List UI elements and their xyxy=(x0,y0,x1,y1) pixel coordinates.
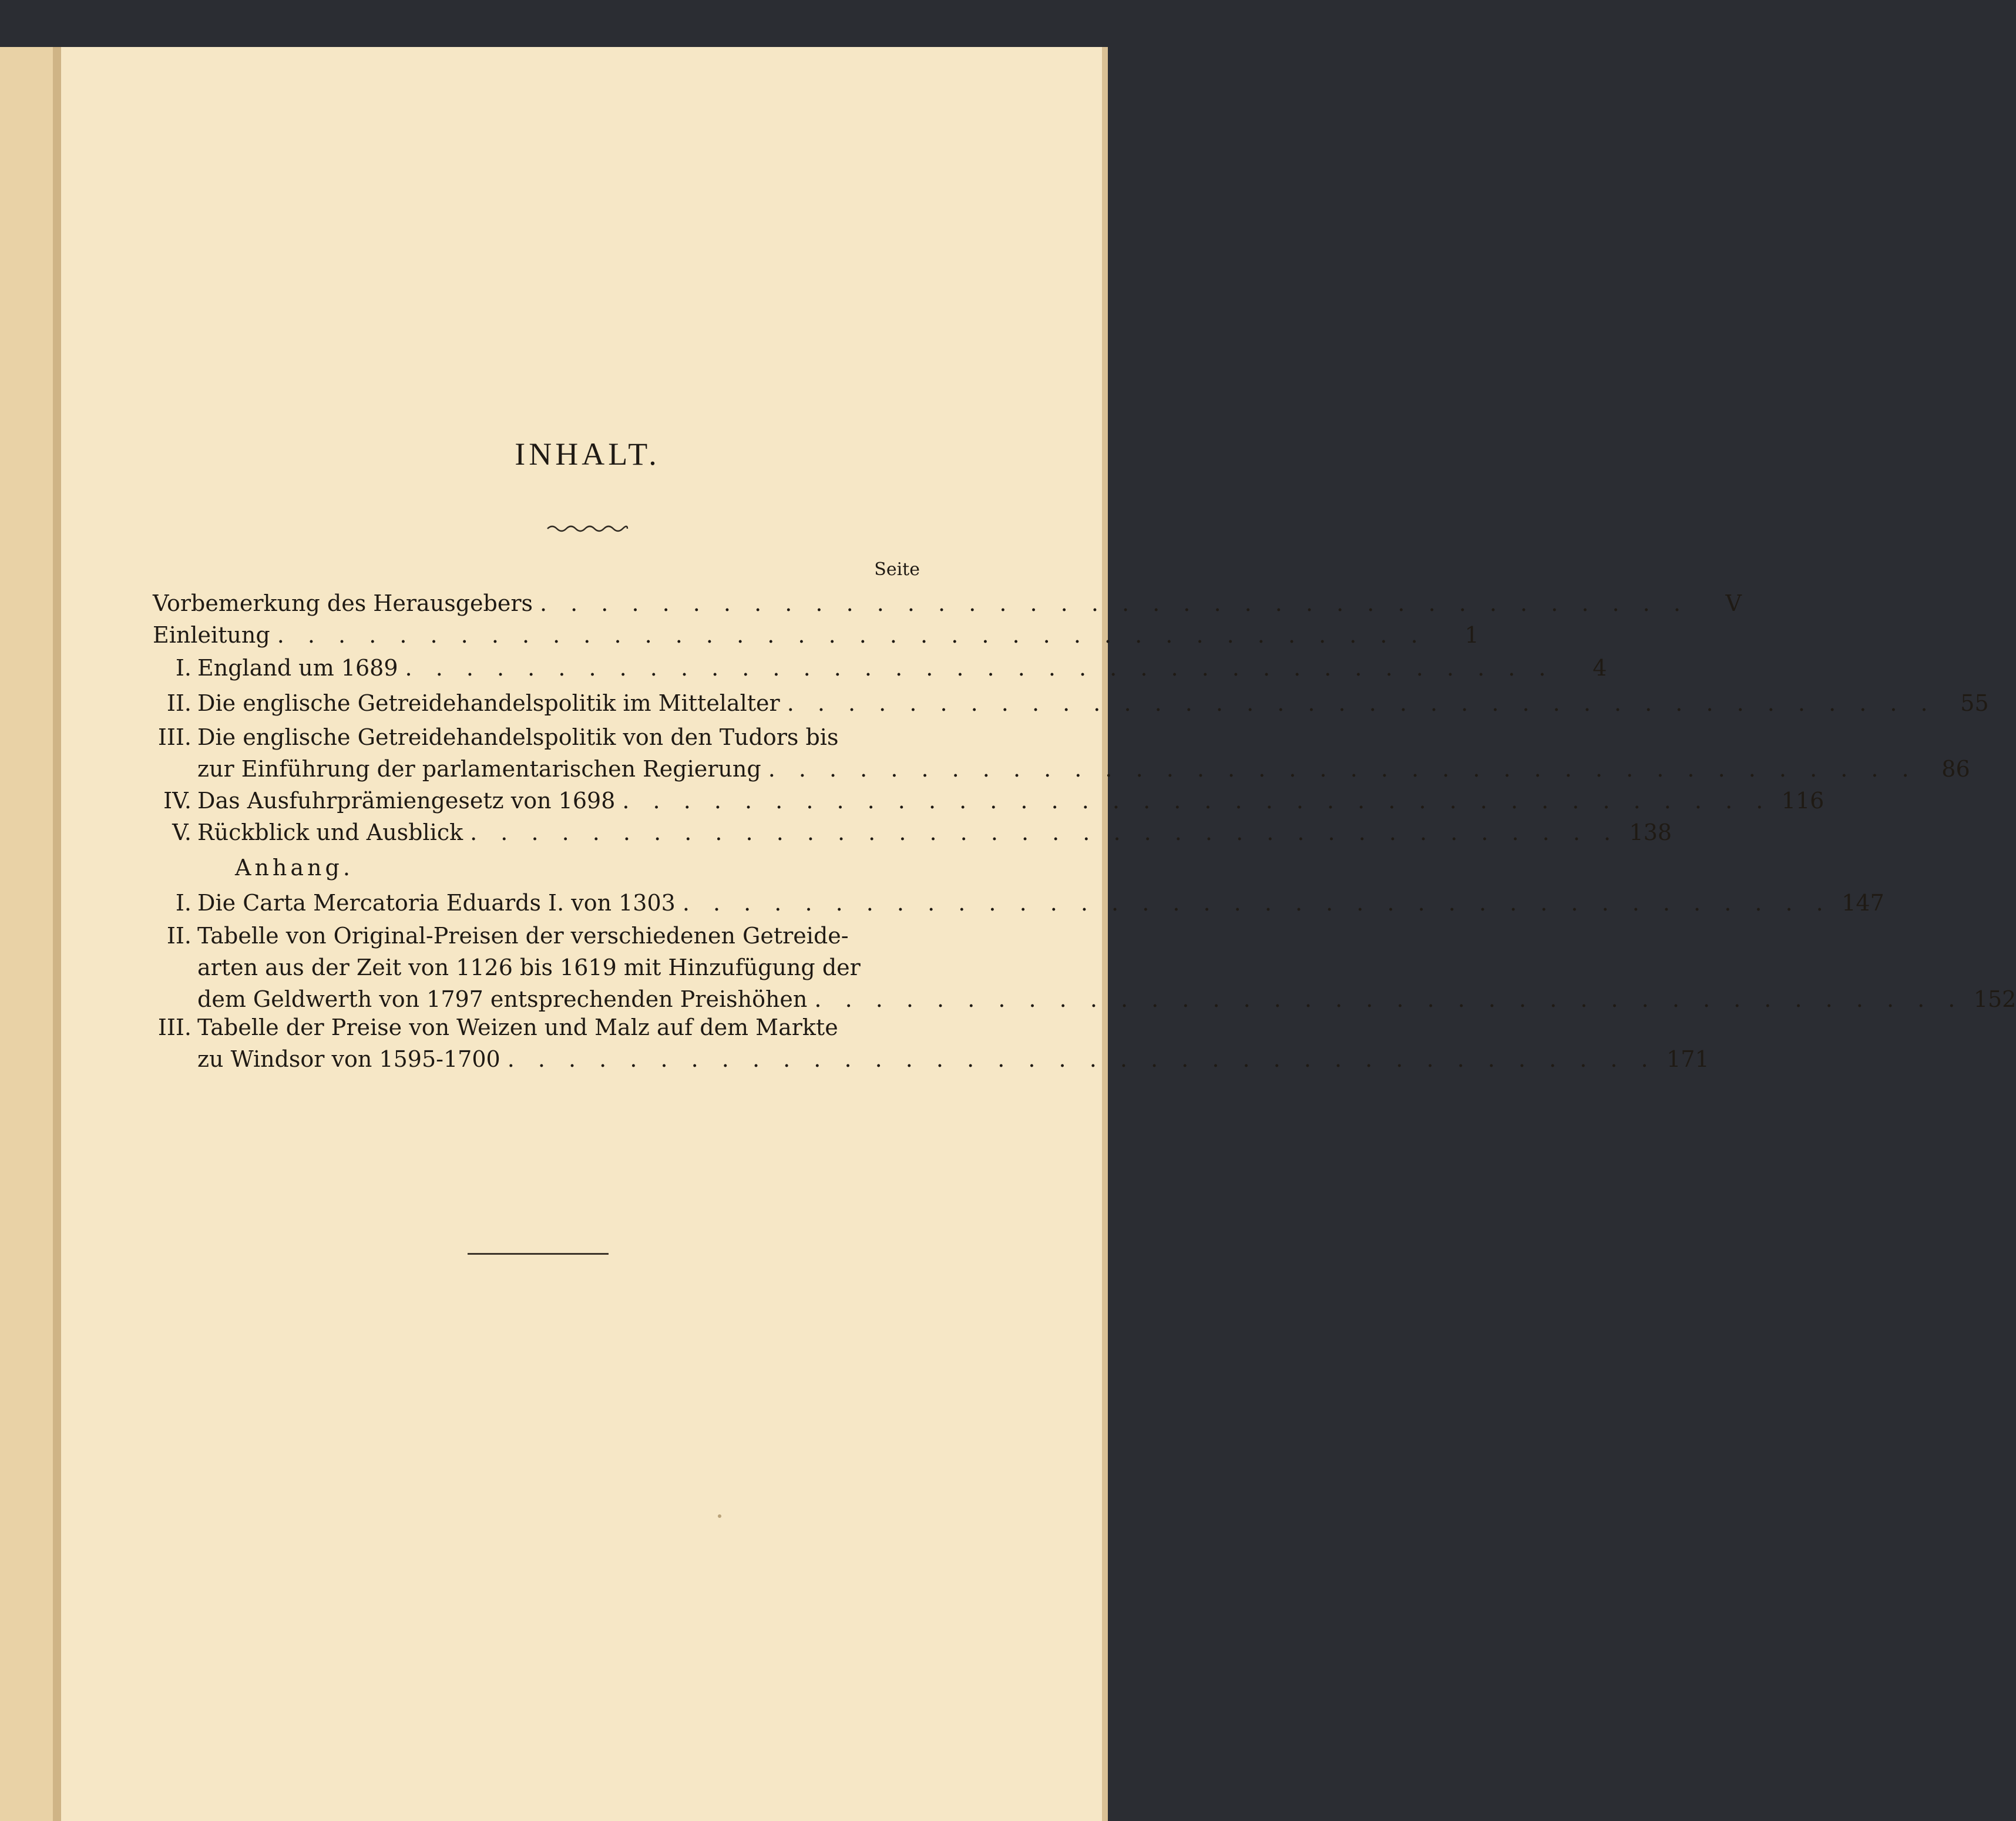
toc-entry-title-line: zur Einführung der parlamentarischen Regierung xyxy=(197,756,761,782)
toc-entry-page: 86 xyxy=(1941,756,1970,782)
left-page-edge xyxy=(0,47,59,1821)
toc-entry-title-line: arten aus der Zeit von 1126 bis 1619 mit Hinzufügung der xyxy=(197,955,861,980)
leader-dots: . . . . . . . . . . . . . . . . . . . . . . . . . . . . . . . . . . . . . . xyxy=(507,1046,1657,1072)
wave-ornament-icon xyxy=(546,522,629,535)
leader-dots: . . . . . . . . . . . . . . . . . . . . . . . . . . . . . . . . . . . . . . xyxy=(277,622,1426,648)
toc-entry-page: V xyxy=(1725,590,1742,616)
toc-entry-title: Vorbemerkung des Herausgebers xyxy=(153,590,533,616)
toc-entry-page: 55 xyxy=(1960,690,1989,716)
toc-entry-title-line: zu Windsor von 1595-1700 xyxy=(197,1046,500,1072)
toc-entry-number: II. xyxy=(166,923,191,949)
toc-entry-number: II. xyxy=(166,690,191,716)
toc-entry-number: IV. xyxy=(163,788,191,814)
appendix-entry[interactable] xyxy=(153,1012,1709,1075)
toc-entry-page: 4 xyxy=(1592,655,1607,681)
toc-entry-number: III. xyxy=(157,1014,191,1040)
toc-entry-title: Rückblick und Ausblick xyxy=(197,819,463,845)
leader-dots: . . . . . . . . . . . . . . . . . . . . . . . . . . . . . . . . . . . . . . xyxy=(682,890,1832,916)
spine-shadow xyxy=(53,47,61,1821)
toc-entry[interactable] xyxy=(153,652,1607,684)
toc-entry-title-line: dem Geldwerth von 1797 entsprechenden Preishöhen xyxy=(197,986,808,1012)
appendix-heading: Anhang. xyxy=(235,855,354,881)
appendix-entry[interactable] xyxy=(153,920,2016,1015)
toc-entry-title: Die englische Getreidehandelspolitik im Mittelalter xyxy=(197,690,780,716)
toc-entry-number: III. xyxy=(157,724,191,750)
leader-dots: . . . . . . . . . . . . . . . . . . . . . . . . . . . . . . . . . . . . . . xyxy=(539,590,1689,616)
toc-entry-title: Das Ausfuhrprämiengesetz von 1698 xyxy=(197,788,616,814)
leader-dots: . . . . . . . . . . . . . . . . . . . . . . . . . . . . . . . . . . . . . . xyxy=(405,655,1554,681)
page-title: INHALT. xyxy=(515,436,660,472)
leader-dots: . . . . . . . . . . . . . . . . . . . . . . . . . . . . . . . . . . . . . . xyxy=(787,690,1936,716)
toc-entry[interactable] xyxy=(153,587,1742,619)
toc-entry[interactable] xyxy=(153,619,1479,651)
toc-entry-title-line: Tabelle der Preise von Weizen und Malz auf dem Markte xyxy=(197,1014,838,1040)
page-column-header: Seite xyxy=(874,559,920,580)
toc-entry-page: 138 xyxy=(1629,819,1672,845)
toc-entry[interactable] xyxy=(153,721,1970,785)
closing-rule xyxy=(468,1253,609,1255)
leader-dots: . . . . . . . . . . . . . . . . . . . . . . . . . . . . . . . . . . . . . . xyxy=(622,788,1772,814)
toc-entry-page: 152 xyxy=(1973,986,2016,1012)
toc-entry-page: 147 xyxy=(1842,890,1884,916)
toc-entry[interactable] xyxy=(153,785,1825,817)
right-page-edge xyxy=(1102,47,1108,1821)
leader-dots: . . . . . . . . . . . . . . . . . . . . . . . . . . . . . . . . . . . . . . xyxy=(768,756,1917,782)
toc-entry[interactable] xyxy=(153,817,1672,848)
toc-entry-title-line: Tabelle von Original-Preisen der verschiedenen Getreide- xyxy=(197,923,849,949)
toc-entry-page: 1 xyxy=(1464,622,1479,648)
leader-dots: . . . . . . . . . . . . . . . . . . . . . . . . . . . . . . . . . . . . . . xyxy=(470,819,1619,845)
toc-entry-title: Die Carta Mercatoria Eduards I. von 1303 xyxy=(197,890,676,916)
toc-entry[interactable] xyxy=(153,687,1989,719)
toc-entry-number: I. xyxy=(175,890,191,916)
appendix-entry[interactable] xyxy=(153,887,1884,919)
paper-speck xyxy=(718,1514,721,1518)
toc-entry-page: 171 xyxy=(1666,1046,1709,1072)
toc-entry-number: V. xyxy=(172,819,191,845)
leader-dots: . . . . . . . . . . . . . . . . . . . . . . . . . . . . . . . . . . . . . . xyxy=(814,986,1964,1012)
toc-entry-title: Einleitung xyxy=(153,622,270,648)
toc-entry-page: 116 xyxy=(1781,788,1825,814)
toc-entry-number: I. xyxy=(175,655,191,681)
toc-entry-title-line: Die englische Getreidehandelspolitik von den Tudors bis xyxy=(197,724,839,750)
toc-entry-title: England um 1689 xyxy=(197,655,398,681)
